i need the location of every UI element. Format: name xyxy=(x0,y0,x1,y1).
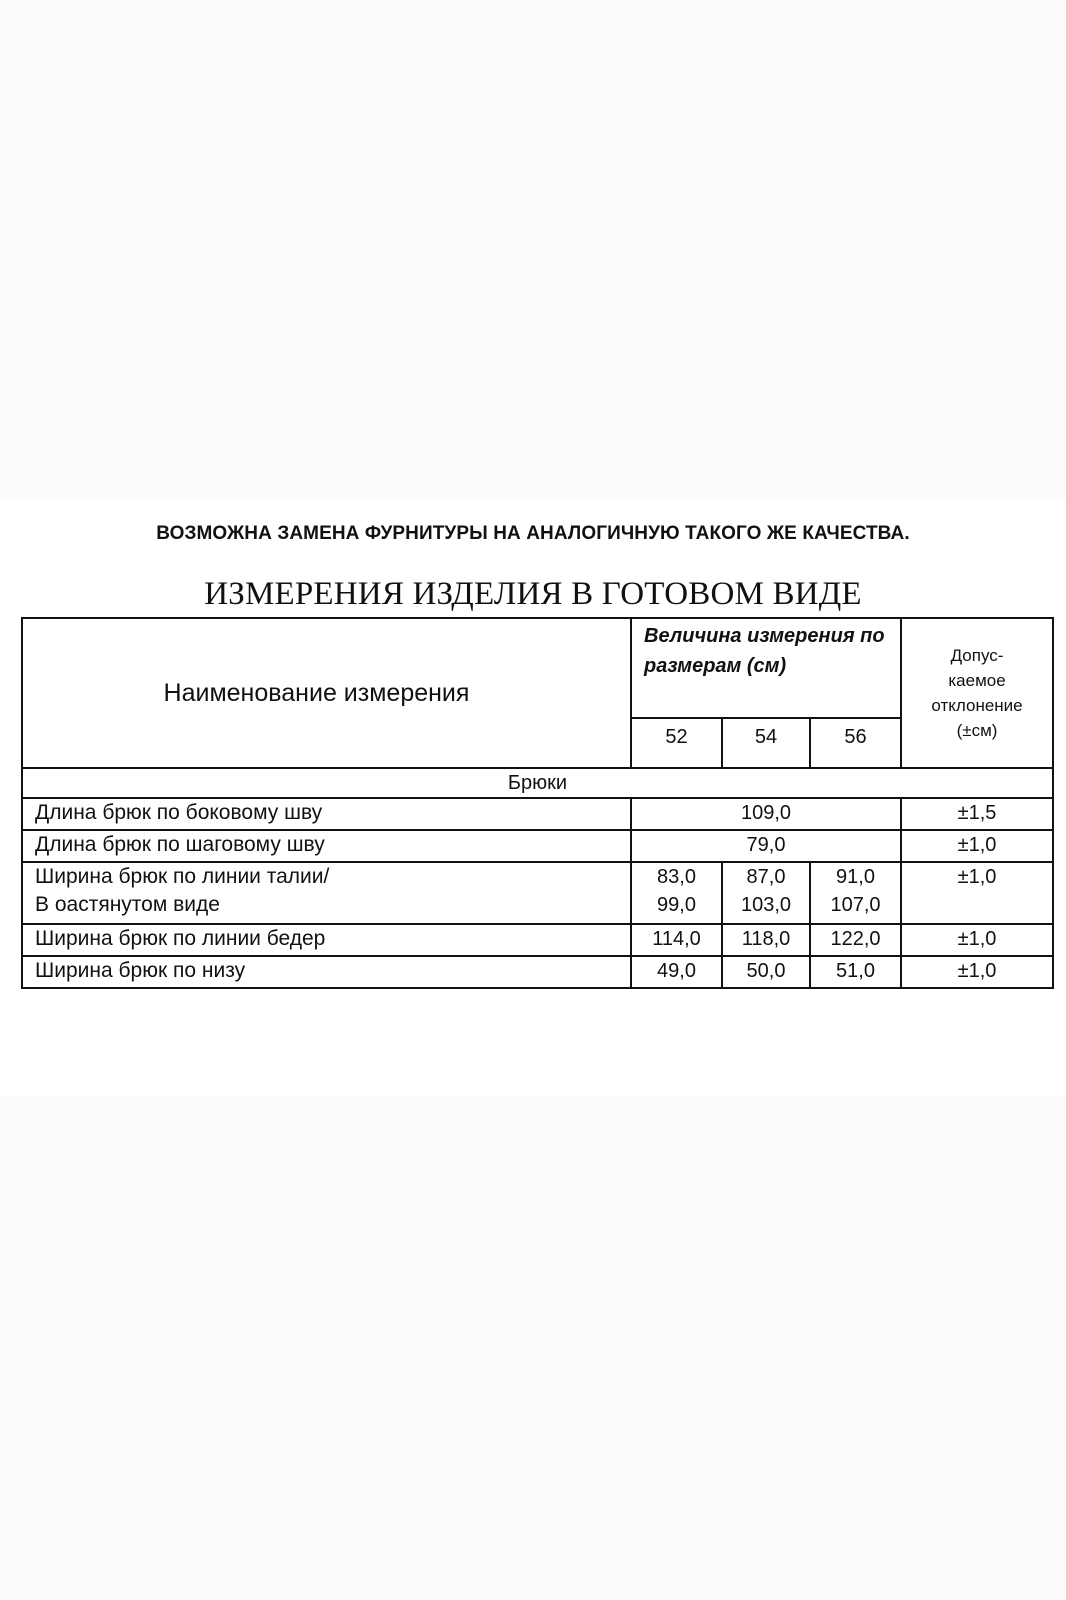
header-tolerance-line-1: Допус- xyxy=(950,646,1004,665)
section-title: Брюки xyxy=(22,768,1053,798)
value-line-2: 103,0 xyxy=(740,894,792,916)
row-value-54 xyxy=(722,862,810,924)
value-line-2: 107,0 xyxy=(830,894,881,916)
table-header-row xyxy=(22,618,1053,718)
header-value-line-1: Величина измерения по xyxy=(644,625,885,647)
row-common-value: 79,0 xyxy=(631,830,901,862)
section-row xyxy=(22,768,1053,798)
row-tolerance: ±1,0 xyxy=(901,924,1053,956)
page-title: ИЗМЕРЕНИЯ ИЗДЕЛИЯ В ГОТОВОМ ВИДЕ xyxy=(204,576,862,612)
table-row xyxy=(22,798,1053,830)
row-value-54: 118,0 xyxy=(722,924,810,956)
header-tolerance-line-3: отклонение xyxy=(931,696,1023,715)
row-name: Ширина брюк по линии бедер xyxy=(22,924,631,956)
row-name: Длина брюк по боковому шву xyxy=(22,798,631,830)
row-value-52: 49,0 xyxy=(631,956,722,988)
size-header-54: 54 xyxy=(722,718,810,768)
table-row xyxy=(22,830,1053,862)
row-name: Длина брюк по шаговому шву xyxy=(22,830,631,862)
row-name-line-1: Ширина брюк по линии талии/ xyxy=(35,865,330,888)
row-value-52: 114,0 xyxy=(631,924,722,956)
value-line-1: 91,0 xyxy=(836,866,875,888)
measurements-table xyxy=(21,617,1054,989)
row-common-value: 109,0 xyxy=(631,798,901,830)
value-line-1: 83,0 xyxy=(657,866,696,888)
row-name xyxy=(22,862,631,924)
value-line-1: 87,0 xyxy=(746,866,786,888)
row-value-56: 122,0 xyxy=(810,924,901,956)
table-row xyxy=(22,862,1053,924)
row-tolerance: ±1,0 xyxy=(901,956,1053,988)
row-tolerance: ±1,0 xyxy=(901,862,1053,924)
row-tolerance: ±1,5 xyxy=(901,798,1053,830)
row-value-52 xyxy=(631,862,722,924)
notice-text: ВОЗМОЖНА ЗАМЕНА ФУРНИТУРЫ НА АНАЛОГИЧНУЮ ТАКОГО ЖЕ КАЧЕСТВА. xyxy=(156,523,910,544)
row-name: Ширина брюк по низу xyxy=(22,956,631,988)
header-tolerance xyxy=(901,618,1053,768)
row-name-line-2: В оастянутом виде xyxy=(35,893,220,916)
header-value-by-size xyxy=(631,618,901,718)
row-value-56 xyxy=(810,862,901,924)
value-line-2: 99,0 xyxy=(657,894,696,916)
header-tolerance-line-2: каемое xyxy=(948,671,1006,690)
size-header-56: 56 xyxy=(810,718,901,768)
row-tolerance: ±1,0 xyxy=(901,830,1053,862)
row-value-54: 50,0 xyxy=(722,956,810,988)
row-value-56: 51,0 xyxy=(810,956,901,988)
header-measurement-name: Наименование измерения xyxy=(22,618,631,768)
header-value-line-2: размерам (см) xyxy=(644,655,787,677)
size-header-52: 52 xyxy=(631,718,722,768)
table-row xyxy=(22,956,1053,988)
table-row xyxy=(22,924,1053,956)
header-tolerance-line-4: (±см) xyxy=(956,721,998,740)
